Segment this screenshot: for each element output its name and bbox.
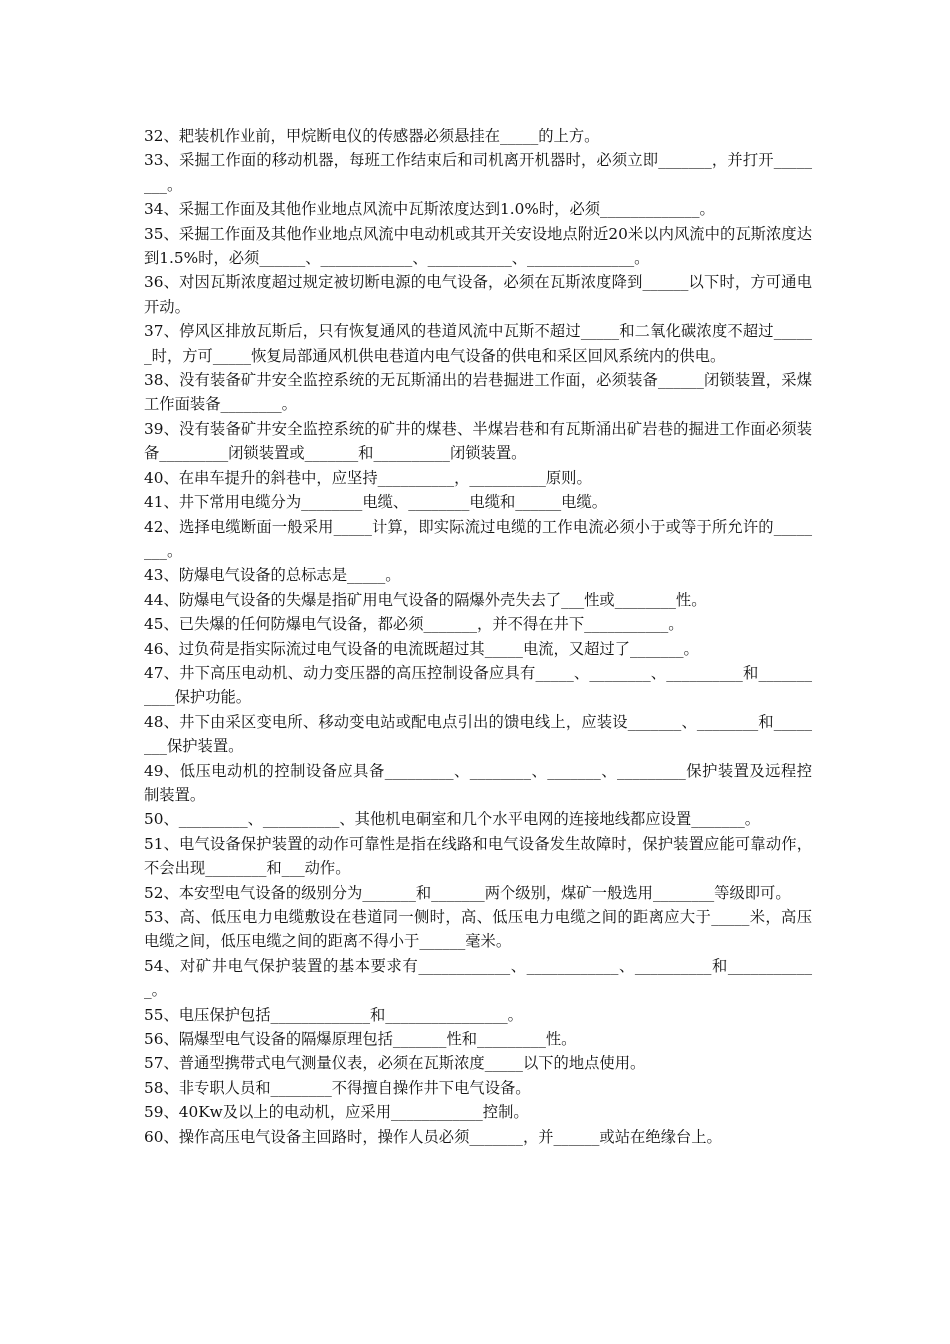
question-40: 40、在串车提升的斜巷中，应坚持__________，__________原则。 — [144, 468, 592, 487]
question-34: 34、采掘工作面及其他作业地点风流中瓦斯浓度达到1.0%时，必须_____________。 — [144, 200, 715, 219]
question-51: 51、电气设备保护装置的动作可靠性是指在线路和电气设备发生故障时，保护装置应能可靠动作，不会出现________和___动作。 — [144, 834, 812, 878]
question-56: 56、隔爆型电气设备的隔爆原理包括_______性和_________性。 — [144, 1030, 577, 1049]
question-39: 39、没有装备矿井安全监控系统的矿井的煤巷、半煤岩巷和有瓦斯涌出矿岩巷的掘进工作面必须装备_________闭锁装置或_______和__________闭锁装置。 — [144, 419, 812, 463]
question-43: 43、防爆电气设备的总标志是_____。 — [144, 566, 401, 585]
question-55: 55、电压保护包括_____________和________________。 — [144, 1005, 523, 1024]
question-33: 33、采掘工作面的移动机器，每班工作结束后和司机离开机器时，必须立即_______，并打开________。 — [144, 151, 812, 194]
question-59: 59、40Kw及以上的电动机，应采用____________控制。 — [144, 1103, 529, 1122]
question-44: 44、防爆电气设备的失爆是指矿用电气设备的隔爆外壳失去了___性或________性。 — [144, 590, 707, 609]
question-47: 47、井下高压电动机、动力变压器的高压控制设备应具有_____、________、__________和___________保护功能。 — [144, 663, 812, 707]
question-45: 45、已失爆的任何防爆电气设备，都必须_______，并不得在井下___________。 — [144, 615, 684, 634]
question-41: 41、井下常用电缆分为________电缆、________电缆和______电缆。 — [144, 493, 608, 512]
question-35: 35、采掘工作面及其他作业地点风流中电动机或其开关安设地点附近20米以内风流中的瓦斯浓度达到1.5%时，必须______、____________、___________、______________。 — [144, 224, 812, 268]
question-52: 52、本安型电气设备的级别分为_______和_______两个级别，煤矿一般选用________等级即可。 — [144, 883, 791, 902]
question-54: 54、对矿井电气保护装置的基本要求有____________、____________、__________和____________。 — [144, 956, 812, 1000]
question-53: 53、高、低压电力电缆敷设在巷道同一侧时，高、低压电力电缆之间的距离应大于_____米，高压电缆之间，低压电缆之间的距离不得小于______毫米。 — [144, 908, 812, 951]
question-36: 36、对因瓦斯浓度超过规定被切断电源的电气设备，必须在瓦斯浓度降到______以下时，方可通电开动。 — [144, 273, 812, 316]
question-32: 32、耙装机作业前，甲烷断电仪的传感器必须悬挂在_____的上方。 — [144, 127, 600, 145]
question-37: 37、停风区排放瓦斯后，只有恢复通风的巷道风流中瓦斯不超过_____和二氧化碳浓度不超过______时，方可_____恢复局部通风机供电巷道内电气设备的供电和采区回风系统内的供电。 — [144, 322, 812, 365]
document-page — [144, 124, 812, 1149]
question-58: 58、非专职人员和________不得擅自操作井下电气设备。 — [144, 1078, 531, 1097]
question-46: 46、过负荷是指实际流过电气设备的电流既超过其_____电流，又超过了_______。 — [144, 639, 699, 658]
question-38: 38、没有装备矿井安全监控系统的无瓦斯涌出的岩巷掘进工作面，必须装备______闭锁装置，采煤工作面装备________。 — [144, 371, 812, 414]
question-49: 49、低压电动机的控制设备应具备_________、________、_______、_________保护装置及远程控制装置。 — [144, 761, 812, 804]
question-60: 60、操作高压电气设备主回路时，操作人员必须_______，并______或站在绝缘台上。 — [144, 1127, 722, 1146]
question-42: 42、选择电缆断面一般采用_____计算，即实际流过电缆的工作电流必须小于或等于所允许的________。 — [144, 517, 812, 560]
question-50: 50、_________、__________、其他机电硐室和几个水平电网的连接地线都应设置_______。 — [144, 810, 761, 829]
question-48: 48、井下由采区变电所、移动变电站或配电点引出的馈电线上，应装设_______、________和________保护装置。 — [144, 712, 812, 756]
question-57: 57、普通型携带式电气测量仪表，必须在瓦斯浓度_____以下的地点使用。 — [144, 1054, 646, 1073]
